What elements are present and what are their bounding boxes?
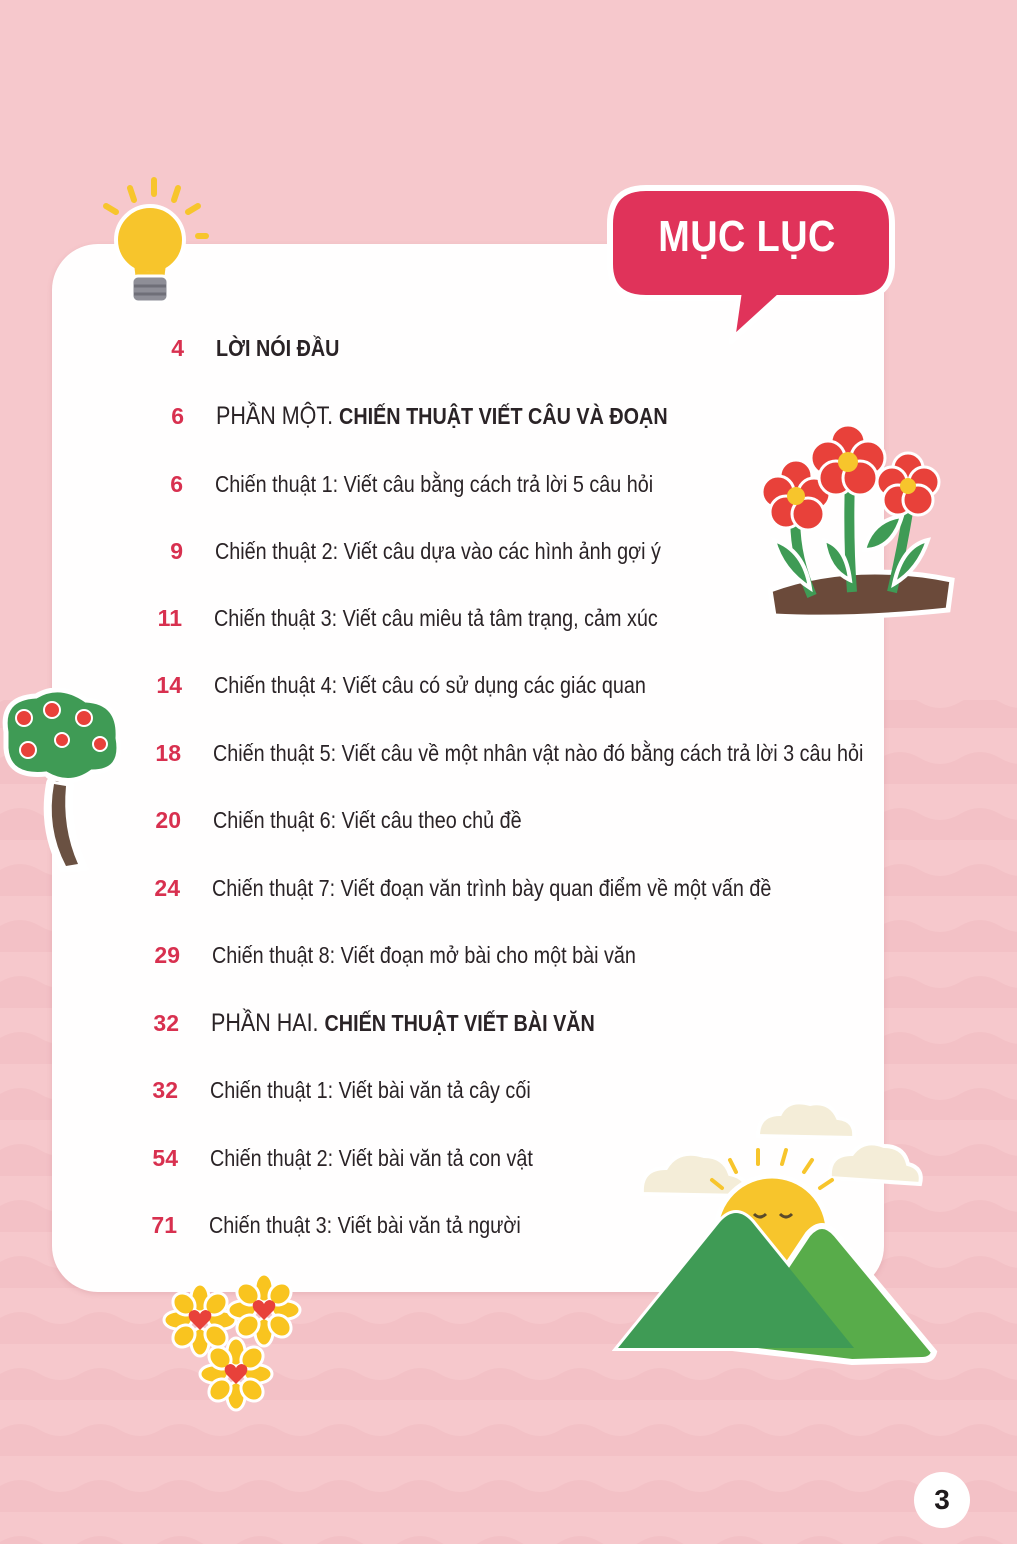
page-title: MỤC LỤC [658,212,836,261]
toc-entry-title: Chiến thuật 2: Viết bài văn tả con vật [210,1145,533,1171]
title-bubble [606,184,896,344]
toc-page-number: 24 [154,875,180,901]
toc-entry-title: Chiến thuật 8: Viết đoạn mở bài cho một bài văn [212,942,636,968]
toc-page-number: 6 [170,471,183,497]
section-prefix: PHẦN MỘT. [216,402,340,430]
flowers-icon [752,420,962,620]
toc-page-number: 11 [157,605,182,631]
toc-entry-title: Chiến thuật 4: Viết câu có sử dụng các giác quan [214,672,646,698]
toc-page-number: 18 [155,740,181,766]
toc-entry-title: Chiến thuật 5: Viết câu về một nhân vật nào đó bằng cách trả lời 3 câu hỏi [213,740,864,766]
toc-entry-title: Chiến thuật 1: Viết bài văn tả cây cối [210,1077,531,1103]
toc-page-number: 32 [152,1077,178,1103]
toc-page-number: 6 [171,403,184,429]
toc-page-number: 20 [155,807,181,833]
toc-entry-title: Chiến thuật 2: Viết câu dựa vào các hình ảnh gợi ý [215,538,661,564]
toc-entry-title: Chiến thuật 6: Viết câu theo chủ đề [213,807,522,833]
toc-page-number: 71 [151,1212,177,1238]
sun-hills-icon [612,1098,942,1372]
toc-page-number: 32 [153,1010,179,1036]
section-title: CHIẾN THUẬT VIẾT CÂU VÀ ĐOẠN [339,403,668,429]
toc-page-number: 29 [154,942,180,968]
toc-page-number: 14 [156,672,182,698]
toc-entry-title: Chiến thuật 3: Viết bài văn tả người [209,1212,521,1238]
tree-icon [0,688,126,872]
toc-page-number: 54 [152,1145,178,1171]
toc-page-number: 4 [171,335,184,361]
toc-page-number: 9 [170,538,183,564]
page-number: 3 [914,1472,970,1528]
toc-entry-title: LỜI NÓI ĐẦU [216,335,340,361]
toc-entry-title: Chiến thuật 7: Viết đoạn văn trình bày quan điểm về một vấn đề [212,875,772,901]
lightbulb-icon [94,176,210,312]
toc-entry-title: Chiến thuật 3: Viết câu miêu tả tâm trạng, cảm xúc [214,605,658,631]
daisies-icon [160,1274,310,1414]
section-prefix: PHẦN HAI. [211,1009,325,1037]
toc-entry-title: Chiến thuật 1: Viết câu bằng cách trả lời 5 câu hỏi [215,471,654,497]
section-title: CHIẾN THUẬT VIẾT BÀI VĂN [324,1010,595,1036]
